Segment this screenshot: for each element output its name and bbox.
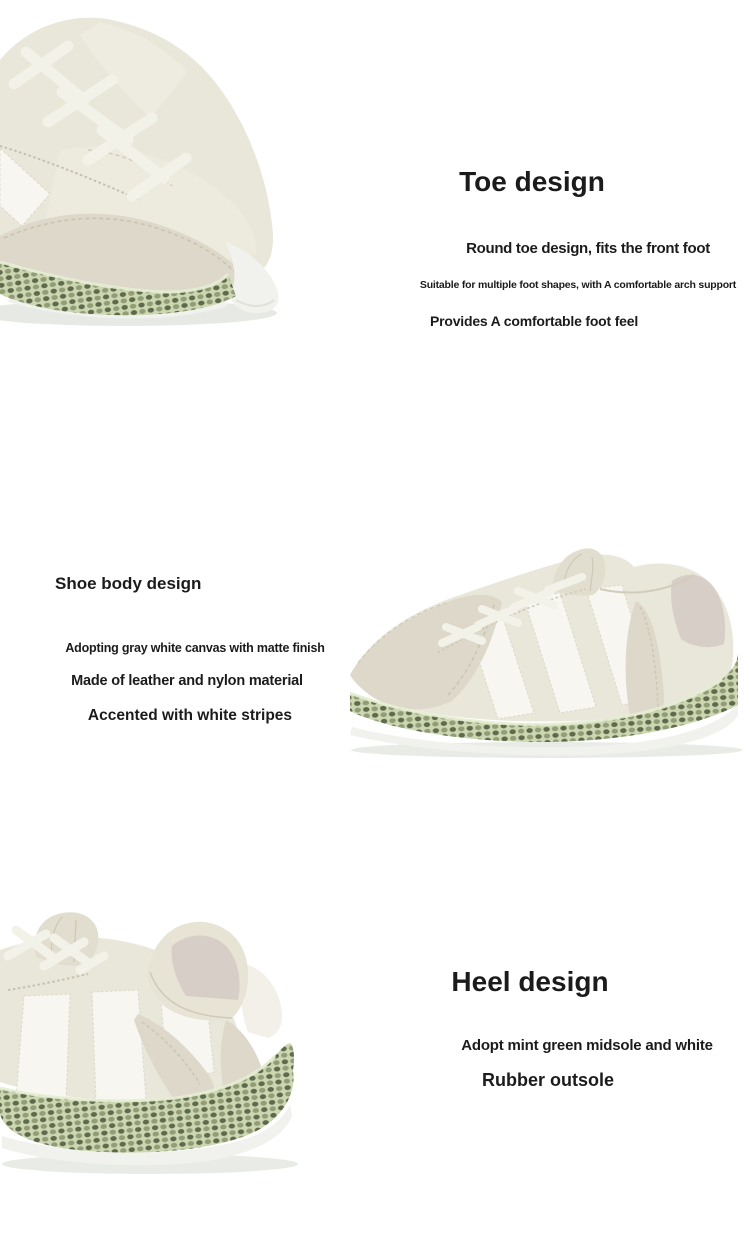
toe-desc-line-2: Suitable for multiple foot shapes, with A comfortable arch support: [419, 279, 737, 291]
toe-desc-line-1: Round toe design, fits the front foot: [466, 240, 710, 257]
toe-closeup-photo: [0, 0, 330, 335]
side-view-photo: [342, 545, 750, 760]
body-section-title: Shoe body design: [55, 574, 202, 593]
heel-desc-line-2: Rubber outsole: [481, 1070, 614, 1090]
body-desc-line-3: Accented with white stripes: [87, 707, 293, 724]
toe-section-title: Toe design: [459, 166, 605, 197]
toe-desc-line-3: Provides A comfortable foot feel: [429, 313, 639, 329]
heel-section-title: Heel design: [451, 966, 609, 997]
heel-closeup-photo: [0, 912, 310, 1182]
body-desc-line-2: Made of leather and nylon material: [71, 673, 303, 689]
heel-desc-line-1: Adopt mint green midsole and white: [461, 1037, 713, 1054]
body-desc-line-1: Adopting gray white canvas with matte finish: [65, 641, 325, 655]
